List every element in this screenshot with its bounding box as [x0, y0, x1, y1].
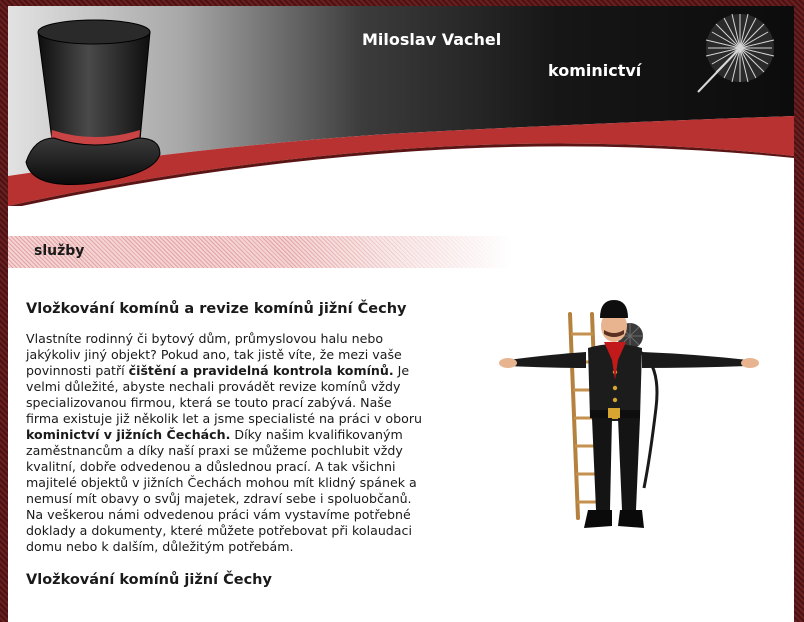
paragraph-text-2: Je velmi důležité, abyste nechali provádět revize komínů vždy specializovanou firmou, která se touto prací zabývá. Naše firma existuje již několik let a jsme specialisté na práci v oboru [26, 363, 422, 426]
paragraph-bold-2: kominictví v jižních Čechách. [26, 427, 231, 442]
paragraph-text-1: Vlastníte rodinný či bytový dům, průmyslovou halu nebo jakýkoliv jiný objekt? Pokud ano, tak jistě víte, že mezi vaše povinnosti patří [26, 331, 402, 378]
section-title: služby [34, 243, 85, 259]
chimney-sweep-figure [494, 288, 760, 558]
article-subheading: Vložkování komínů jižní Čechy [26, 572, 272, 588]
chimney-brush-icon [688, 8, 788, 94]
main-content [26, 300, 426, 602]
page [8, 6, 794, 622]
section-title-bar [8, 236, 512, 268]
paragraph-bold-1: čištění a pravidelná kontrola komínů. [128, 363, 394, 378]
header-banner [8, 6, 794, 206]
site-name: Miloslav Vachel [362, 30, 502, 49]
article-heading: Vložkování komínů a revize komínů jižní Čechy [26, 301, 407, 317]
site-subtitle: kominictví [548, 61, 642, 80]
paragraph-text-3: Díky našim kvalifikovaným zaměstnancům a díky naší praxi se můžeme pochlubit vždy kvalitní, dobře odvedenou a důslednou prací. A tak všichni majitelé objektů v jižních Čechách mohou mít klidný spánek a nemusí mít obavy o svůj majetek, zdraví sebe i spoluobčanů. Na veškerou námi odvedenou práci vám vystavíme potřebné doklady a dokumenty, které můžete potřebovat při kolaudaci domu nebo k dalším, důležitým potřebám. [26, 427, 417, 554]
top-hat-icon [24, 12, 164, 187]
article-paragraph [26, 331, 426, 555]
